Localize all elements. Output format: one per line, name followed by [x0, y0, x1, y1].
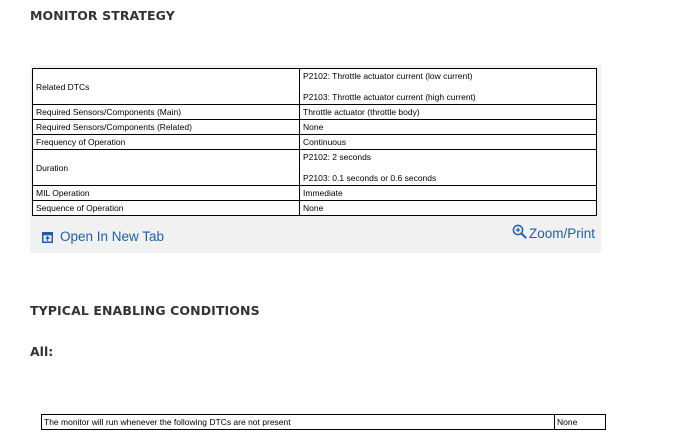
row-label: Frequency of Operation: [33, 135, 300, 150]
row-value-line: P2102: 2 seconds: [303, 152, 372, 162]
table-row: [33, 135, 597, 150]
magnifier-zoom-icon: [512, 224, 527, 239]
row-value: None: [300, 201, 597, 216]
table-row: [33, 186, 597, 201]
dtc-condition-value: None: [555, 415, 606, 430]
row-label: Sequence of Operation: [33, 201, 300, 216]
all-subheading: All:: [30, 344, 54, 359]
table-row: [33, 120, 597, 135]
row-value: [300, 69, 597, 105]
open-in-new-tab-icon: [42, 231, 53, 242]
enabling-conditions-title: TYPICAL ENABLING CONDITIONS: [30, 303, 260, 318]
row-label: Duration: [33, 150, 300, 186]
row-label: MIL Operation: [33, 186, 300, 201]
row-value: Throttle actuator (throttle body): [300, 105, 597, 120]
table-row: [33, 201, 597, 216]
table-panel-footer: [30, 221, 601, 253]
dtc-condition-label: The monitor will run whenever the following DTCs are not present: [42, 415, 555, 430]
row-value: None: [300, 120, 597, 135]
monitor-strategy-panel: [30, 65, 601, 253]
table-row: [42, 415, 606, 430]
open-in-new-tab-label: Open In New Tab: [60, 229, 165, 244]
open-in-new-tab-link[interactable]: [42, 229, 164, 244]
row-value-line: P2103: Throttle actuator current (high current): [303, 92, 476, 102]
monitor-strategy-table: [32, 68, 597, 216]
zoom-print-link[interactable]: [512, 226, 595, 241]
row-value-line: P2102: Throttle actuator current (low current): [303, 71, 473, 81]
row-label: Related DTCs: [33, 69, 300, 105]
monitor-strategy-title: MONITOR STRATEGY: [30, 8, 175, 23]
table-row: [33, 105, 597, 120]
row-label: Required Sensors/Components (Related): [33, 120, 300, 135]
row-label: Required Sensors/Components (Main): [33, 105, 300, 120]
enabling-dtc-table: [41, 414, 606, 430]
row-value: [300, 150, 597, 186]
row-value: Immediate: [300, 186, 597, 201]
table-row: [33, 69, 597, 105]
zoom-print-label: Zoom/Print: [528, 226, 595, 241]
row-value-line: P2103: 0.1 seconds or 0.6 seconds: [303, 173, 437, 183]
table-row: [33, 150, 597, 186]
row-value: Continuous: [300, 135, 597, 150]
